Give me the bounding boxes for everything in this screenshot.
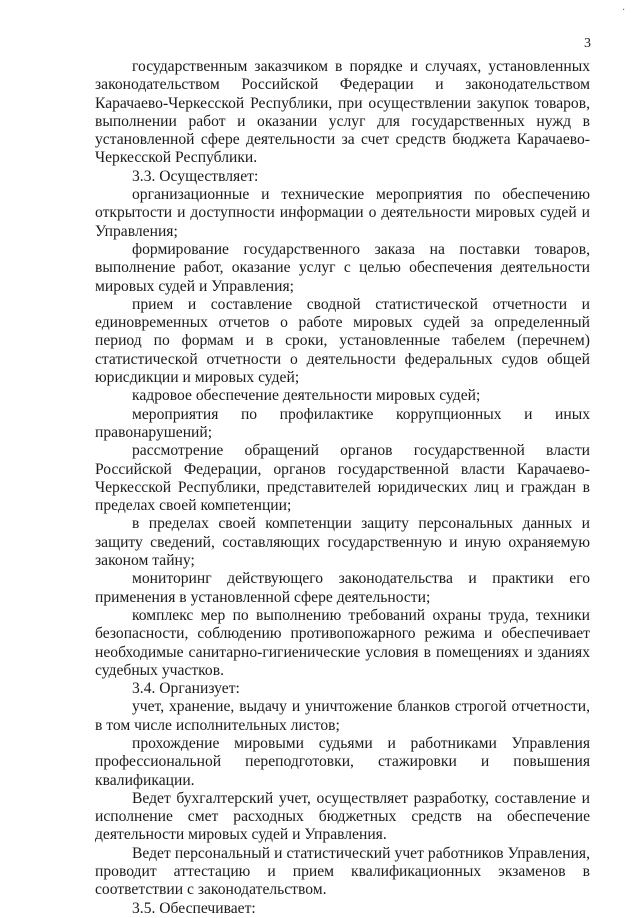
paragraph: прохождение мировыми судьями и работниками Управления профессиональной переподготовки, стажировки и повышения квалификации. <box>95 734 590 789</box>
paragraph: Ведет персональный и статистический учет работников Управления, проводит аттестацию и прием квалификационных экзаменов в соответствии с законодательством. <box>95 844 590 899</box>
paragraph: прием и составление сводной статистической отчетности и единовременных отчетов о работе мировых судей за определенный период по формам и в сроки, установленные табелем (перечнем) статистической отчетности о деятельности федеральных судов общей юрисдикции и мировых судей; <box>95 295 590 387</box>
paragraph: комплекс мер по выполнению требований охраны труда, техники безопасности, соблюдению противопожарного режима и обеспечивает необходимые санитарно-гигиенические условия в помещениях и зданиях судебных участков. <box>95 606 590 679</box>
paragraph: кадровое обеспечение деятельности мировых судей; <box>132 387 481 405</box>
document-body <box>95 58 590 918</box>
page-number: 3 <box>584 36 591 51</box>
section-heading-3-5: 3.5. Обеспечивает: <box>132 899 256 917</box>
paragraph: учет, хранение, выдачу и уничтожение бланков строгой отчетности, в том числе исполнительных листов; <box>95 698 590 734</box>
paragraph: мониторинг действующего законодательства и практики его применения в установленной сфере деятельности; <box>95 570 590 606</box>
paragraph: Ведет бухгалтерский учет, осуществляет разработку, составление и исполнение смет расходных бюджетных средств на обеспечение деятельности мировых судей и Управления. <box>95 789 590 844</box>
paragraph-continuation: государственным заказчиком в порядке и случаях, установленных законодательством Российской Федерации и законодательством Карачаево-Черкесской Республики, при осуществлении закупок товаров, выполнении работ и оказании услуг для государственных нужд в установленной сфере деятельности за счет средств бюджета Карачаево-Черкесской Республики. <box>95 58 590 167</box>
section-heading-3-4: 3.4. Организует: <box>132 680 240 698</box>
paragraph: организационные и технические мероприятия по обеспечению открытости и доступности информации о деятельности мировых судей и Управления; <box>95 186 590 240</box>
paragraph: рассмотрение обращений органов государственной власти Российской Федерации, органов государственной власти Карачаево-Черкесской Республики, представителей юридических лиц и граждан в пределах своей компетенции; <box>95 442 590 515</box>
corner-mark: · <box>622 5 626 16</box>
paragraph: мероприятия по профилактике коррупционных и иных правонарушений; <box>95 405 590 441</box>
paragraph: формирование государственного заказа на поставки товаров, выполнение работ, оказание услуг с целью обеспечения деятельности мировых судей и Управления; <box>95 240 590 295</box>
paragraph: в пределах своей компетенции защиту персональных данных и защиту сведений, составляющих государственную и иную охраняемую законом тайну; <box>95 515 590 570</box>
section-heading-3-3: 3.3. Осуществляет: <box>132 167 259 185</box>
